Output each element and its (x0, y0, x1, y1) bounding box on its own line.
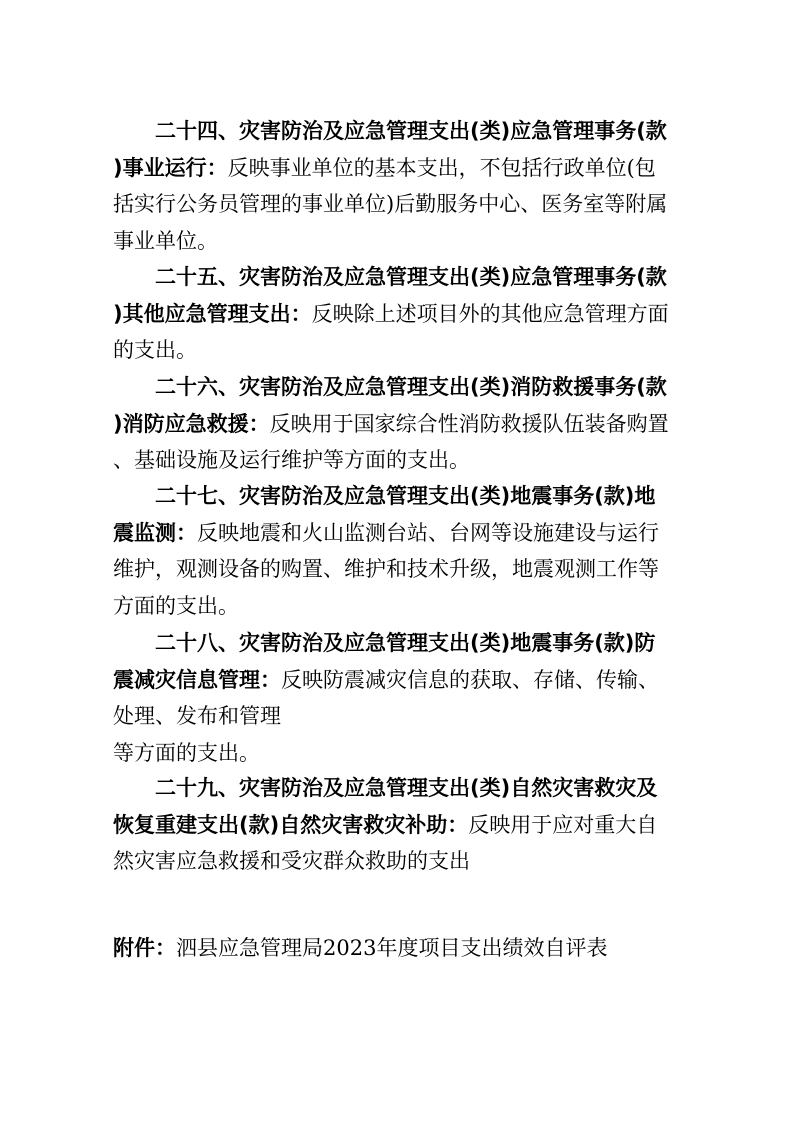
paragraph-line (113, 296, 688, 333)
attachment-text: 泗县应急管理局2023年度项目支出绩效自评表 (176, 936, 608, 960)
item-text: 反映防震减灾信息的获取、存储、传输、 (281, 667, 659, 692)
paragraph-line (113, 551, 688, 588)
item-text: 反映除上述项目外的其他应急管理方面 (311, 301, 669, 326)
paragraph-line (113, 625, 688, 662)
paragraph-line (113, 150, 688, 187)
item-heading: 二十六、灾害防治及应急管理支出(类)消防救援事务(款 (155, 375, 667, 399)
item-heading: 二十五、灾害防治及应急管理支出(类)应急管理事务(款 (155, 265, 667, 289)
paragraph-line (113, 332, 688, 369)
item-text: 反映用于应对重大自 (468, 812, 658, 837)
item-heading: )事业运行： (113, 155, 228, 180)
item-text: 反映事业单位的基本支出，不包括行政单位(包 (227, 155, 656, 180)
paragraph-line (113, 259, 688, 296)
item-text: 然灾害应急救援和受灾群众救助的支出 (113, 849, 470, 873)
item-heading: 二十七、灾害防治及应急管理支出(类)地震事务(款)地 (155, 484, 656, 508)
item-text: 方面的支出。 (113, 593, 239, 618)
item-heading: )其他应急管理支出： (113, 301, 312, 326)
paragraph-26 (113, 369, 688, 479)
attachment-label: 附件： (113, 936, 176, 960)
paragraph-line (113, 186, 688, 223)
item-heading: 震减灾信息管理： (113, 667, 281, 692)
paragraph-line (113, 588, 688, 625)
paragraph-line (113, 698, 688, 735)
paragraph-line (113, 223, 688, 260)
item-text: 括实行公务员管理的事业单位)后勤服务中心、医务室等附属 (113, 192, 668, 216)
paragraph-line (113, 843, 688, 880)
item-heading: 二十四、灾害防治及应急管理支出(类)应急管理事务(款 (155, 119, 667, 143)
paragraph-line (113, 515, 688, 552)
item-text: 的支出。 (113, 338, 197, 362)
paragraph-line (113, 478, 688, 515)
item-heading: 震监测： (113, 520, 197, 545)
item-text: 反映地震和火山监测台站、台网等设施建设与运行 (197, 520, 659, 545)
paragraph-24 (113, 113, 688, 259)
paragraph-line (113, 442, 688, 479)
item-text: 维护，观测设备的购置、维护和技术升级，地震观测工作等 (113, 557, 659, 581)
paragraph-27 (113, 478, 688, 624)
item-text: 反映用于国家综合性消防救援队伍装备购置 (269, 411, 669, 436)
paragraph-line (113, 113, 688, 150)
paragraph-line (113, 369, 688, 406)
item-text: 、基础设施及运行维护等方面的支出。 (113, 448, 470, 472)
paragraph-25 (113, 259, 688, 369)
paragraph-line (113, 770, 688, 807)
paragraph-29 (113, 770, 688, 880)
item-text: 等方面的支出。 (113, 740, 260, 765)
paragraph-line (113, 735, 688, 772)
paragraph-28 (113, 625, 688, 771)
paragraph-line (113, 807, 688, 844)
paragraph-line (113, 662, 688, 699)
item-heading: 二十八、灾害防治及应急管理支出(类)地震事务(款)防 (155, 631, 656, 655)
item-text: 事业单位。 (113, 228, 218, 253)
item-heading: 二十九、灾害防治及应急管理支出(类)自然灾害救灾及 (155, 776, 658, 800)
item-heading: 恢复重建支出(款)自然灾害救灾补助： (113, 812, 469, 837)
item-heading: )消防应急救援： (113, 411, 270, 436)
attachment-line (113, 930, 607, 967)
paragraph-line (113, 406, 688, 443)
item-text: 处理、发布和管理 (113, 704, 281, 728)
